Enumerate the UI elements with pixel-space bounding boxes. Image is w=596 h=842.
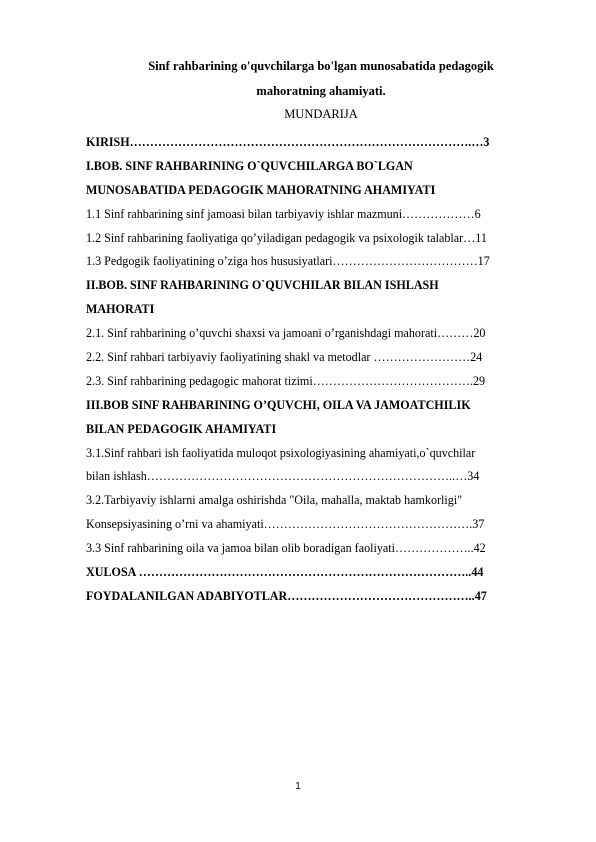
- toc-line: III.BOB SINF RAHBARINING O’QUVCHI, OILA VA JAMOATCHILIK: [86, 397, 471, 412]
- toc-line: bilan ishlash…………………………………………………………………..…34: [86, 469, 480, 484]
- toc-line: KIRISH………………………………………………………………………….…3: [86, 135, 490, 149]
- toc-line: 3.3 Sinf rahbarining oila va jamoa bilan olib boradigan faoliyati………………..42: [86, 541, 486, 556]
- toc-line: I.BOB. SINF RAHBARINING O`QUVCHILARGA BO`LGAN: [86, 158, 413, 173]
- toc-line: MUNOSABATIDA PEDAGOGIK MAHORATNING AHAMIYATI: [86, 182, 436, 197]
- toc-line: BILAN PEDAGOGIK AHAMIYATI: [86, 421, 277, 436]
- toc-line: MAHORATI: [86, 302, 155, 317]
- contents-heading: MUNDARIJA: [284, 107, 358, 121]
- toc-line: II.BOB. SINF RAHBARINING O`QUVCHILAR BILAN ISHLASH: [86, 278, 439, 293]
- toc-line: Konsepsiyasining o’rni va ahamiyati…………………………………………….37: [86, 517, 485, 532]
- toc-line: 3.2.Tarbiyaviy ishlarni amalga oshirishda "Oila, mahalla, maktab hamkorligi": [86, 493, 463, 508]
- document-title-line-2: mahoratning ahamiyati.: [256, 84, 386, 98]
- toc-line: 1.3 Pedgogik faoliyatining o’ziga hos hususiyatlari………………………………17: [86, 254, 490, 269]
- page-number: 1: [295, 781, 301, 792]
- document-title-line-1: Sinf rahbarining o'quvchilarga bo'lgan munosabatida pedagogik: [148, 59, 494, 73]
- toc-line: 1.2 Sinf rahbarining faoliyatiga qo’yiladigan pedagogik va psixologik talablar…11: [86, 230, 487, 245]
- toc-line: 2.1. Sinf rahbarining o’quvchi shaxsi va jamoani o’rganishdagi mahorati………20: [86, 326, 486, 341]
- toc-line: XULOSA ………………………………………………………………………..44: [86, 565, 484, 580]
- toc-line: FOYDALANILGAN ADABIYOTLAR………………………………………..47: [86, 588, 487, 603]
- toc-line: 2.3. Sinf rahbarining pedagogic mahorat tizimi………………………………….29: [86, 373, 486, 388]
- table-of-contents: [86, 131, 558, 609]
- toc-line: 2.2. Sinf rahbari tarbiyaviy faoliyatining shakl va metodlar ……………………24: [86, 350, 483, 365]
- toc-line: 3.1.Sinf rahbari ish faoliyatida muloqot psixologiyasining ahamiyati,o`quvchilar: [86, 445, 476, 460]
- toc-line: 1.1 Sinf rahbarining sinf jamoasi bilan tarbiyaviy ishlar mazmuni………………6: [86, 206, 481, 221]
